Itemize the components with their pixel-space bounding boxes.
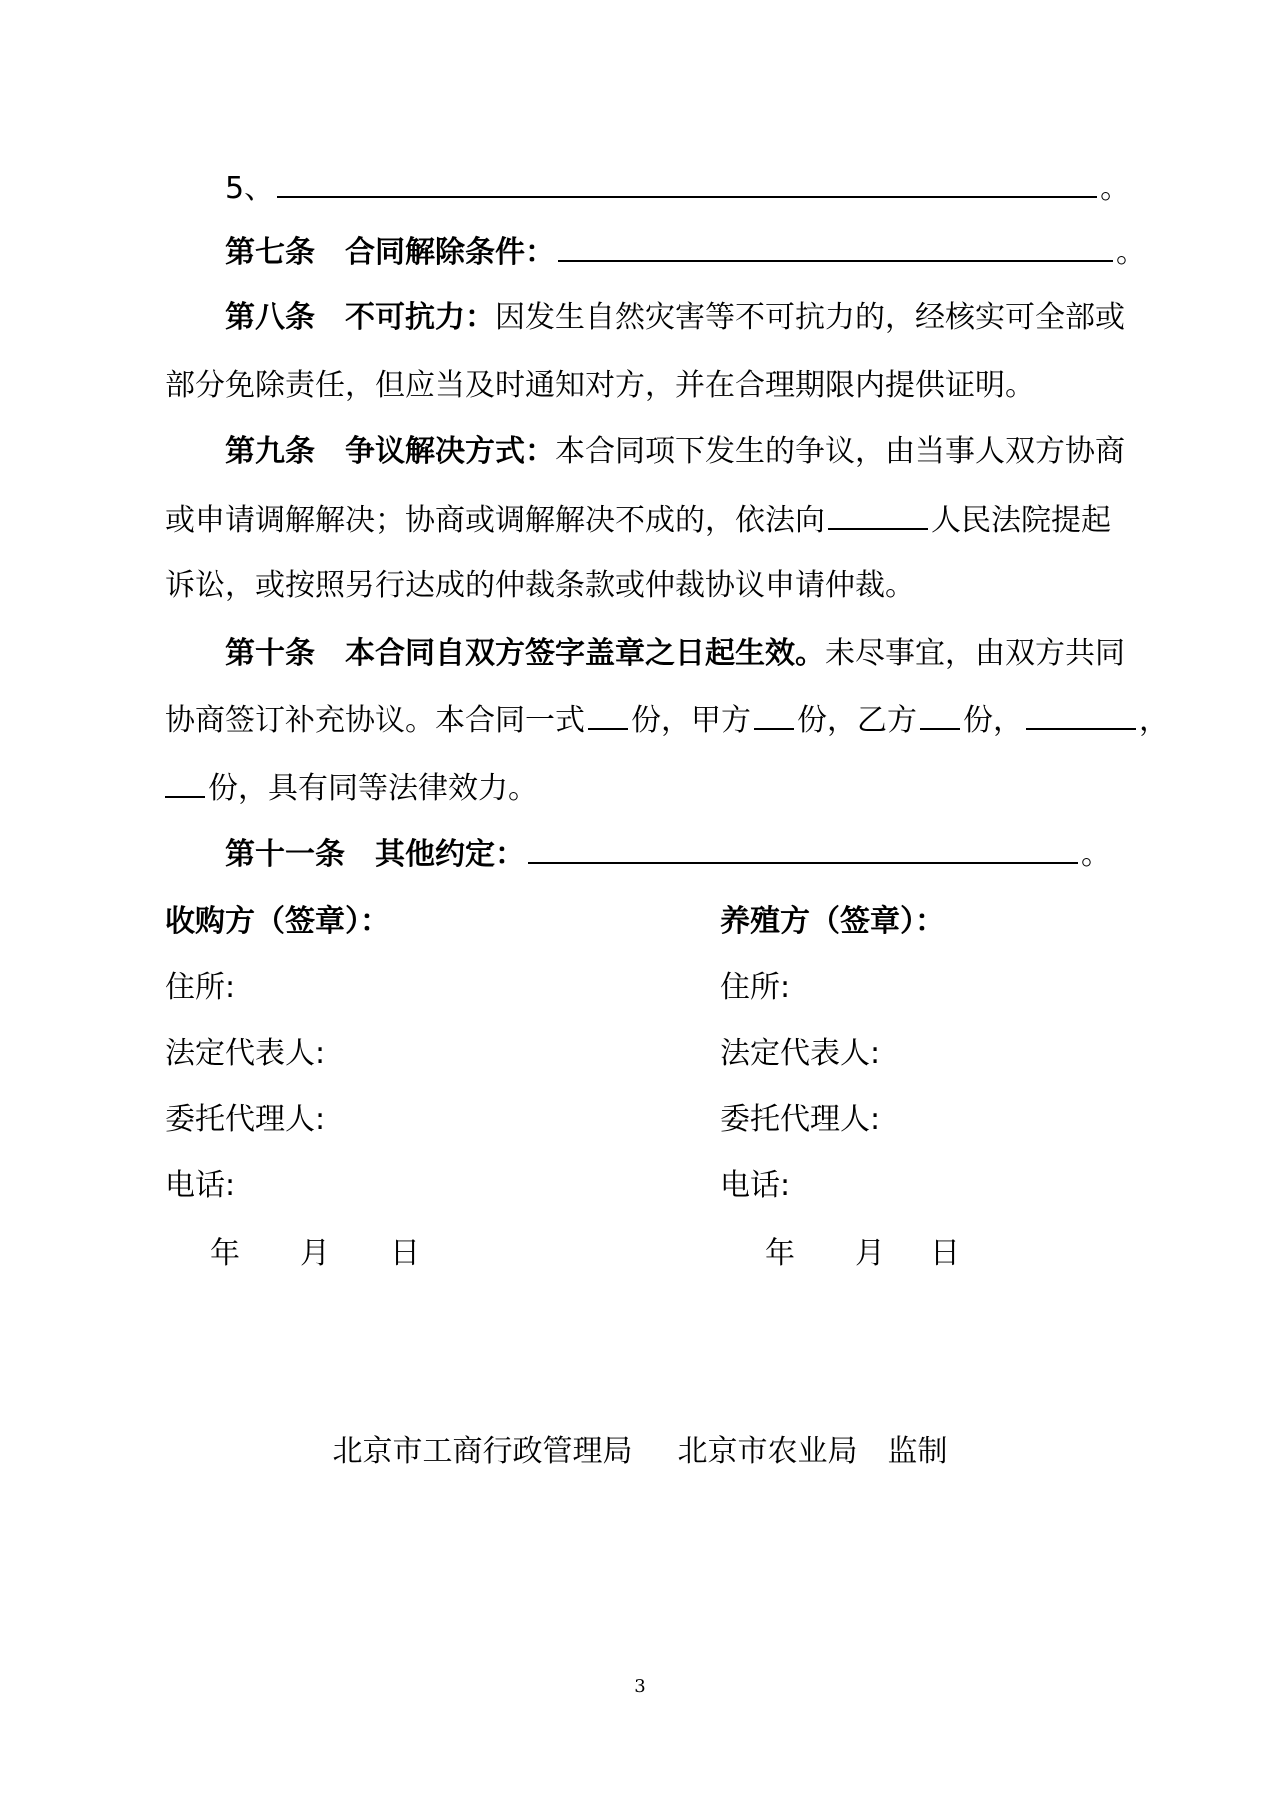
page-number: 3 — [634, 1676, 646, 1697]
farmer-agent: 委托代理人: — [720, 1102, 881, 1137]
farmer-phone: 电话: — [720, 1168, 791, 1203]
farmer-date — [765, 1234, 960, 1274]
article-8-line-1 — [225, 298, 1125, 338]
buyer-agent: 委托代理人: — [165, 1102, 326, 1137]
article-10-text-2e: ， — [1139, 703, 1169, 738]
farmer-title: 养殖方（签章）： — [720, 904, 945, 939]
buyer-month: 月 — [300, 1236, 330, 1271]
article-10-text-2d: 份， — [963, 703, 1023, 738]
article-9-line-3 — [165, 566, 915, 606]
article-9-text-2a: 或申请调解解决；协商或调解解决不成的，依法向 — [165, 503, 825, 538]
article-11-blank[interactable] — [528, 834, 1078, 864]
farmer-legal-rep: 法定代表人: — [720, 1036, 881, 1071]
article-10-line-1 — [225, 634, 1125, 674]
item-5-blank[interactable] — [277, 168, 1097, 198]
article-7-blank[interactable] — [558, 232, 1113, 262]
buyer-phone: 电话: — [165, 1168, 236, 1203]
article-9-text-3: 诉讼，或按照另行达成的仲裁条款或仲裁协议申请仲裁。 — [165, 568, 915, 603]
article-9-text-1: 本合同项下发生的争议，由当事人双方协商 — [555, 434, 1125, 469]
article-10-heading: 第十条 本合同自双方签字盖章之日起生效。 — [225, 636, 825, 671]
copies-party-b-blank[interactable] — [920, 700, 960, 730]
item-5-end: 。 — [1100, 171, 1131, 206]
article-7-line — [225, 232, 1146, 273]
item-5-label: 5、 — [225, 171, 275, 206]
article-10-text-2c: 份，乙方 — [797, 703, 917, 738]
issuing-authorities — [0, 1432, 1280, 1472]
other-party-blank[interactable] — [1026, 700, 1136, 730]
footer-org-1: 北京市工商行政管理局 — [332, 1434, 633, 1469]
buyer-day: 日 — [390, 1236, 420, 1271]
article-7-heading: 第七条 合同解除条件： — [225, 235, 555, 270]
article-11-line — [225, 834, 1111, 875]
farmer-month: 月 — [855, 1236, 885, 1271]
farmer-day: 日 — [930, 1236, 960, 1271]
buyer-year: 年 — [210, 1236, 240, 1271]
copies-other-blank[interactable] — [165, 768, 205, 798]
footer-suffix: 监制 — [887, 1434, 948, 1469]
article-10-text-3: 份，具有同等法律效力。 — [208, 771, 538, 806]
article-10-line-3 — [165, 768, 538, 809]
article-9-line-1 — [225, 432, 1125, 472]
buyer-address: 住所: — [165, 970, 236, 1005]
article-11-heading: 第十一条 其他约定： — [225, 837, 525, 872]
article-10-text-2b: 份，甲方 — [631, 703, 751, 738]
copies-total-blank[interactable] — [588, 700, 628, 730]
article-11-end: 。 — [1081, 837, 1111, 872]
article-8-line-2 — [165, 366, 1035, 406]
article-8-text-1: 因发生自然灾害等不可抗力的，经核实可全部或 — [495, 300, 1125, 335]
article-9-heading: 第九条 争议解决方式： — [225, 434, 555, 469]
farmer-address: 住所: — [720, 970, 791, 1005]
article-8-text-2: 部分免除责任，但应当及时通知对方，并在合理期限内提供证明。 — [165, 368, 1035, 403]
article-10-text-2a: 协商签订补充协议。本合同一式 — [165, 703, 585, 738]
court-blank[interactable] — [828, 500, 928, 530]
article-10-text-1: 未尽事宜，由双方共同 — [825, 636, 1125, 671]
copies-party-a-blank[interactable] — [754, 700, 794, 730]
buyer-date — [210, 1234, 420, 1274]
article-8-heading: 第八条 不可抗力： — [225, 300, 495, 335]
footer-org-2: 北京市农业局 — [677, 1434, 858, 1469]
article-10-line-2 — [165, 700, 1169, 741]
article-7-end: 。 — [1116, 235, 1146, 270]
farmer-year: 年 — [765, 1236, 795, 1271]
article-9-line-2 — [165, 500, 1111, 541]
buyer-legal-rep: 法定代表人: — [165, 1036, 326, 1071]
buyer-title: 收购方（签章）： — [165, 904, 390, 939]
article-9-text-2b: 人民法院提起 — [931, 503, 1111, 538]
item-5-line — [225, 168, 1130, 209]
